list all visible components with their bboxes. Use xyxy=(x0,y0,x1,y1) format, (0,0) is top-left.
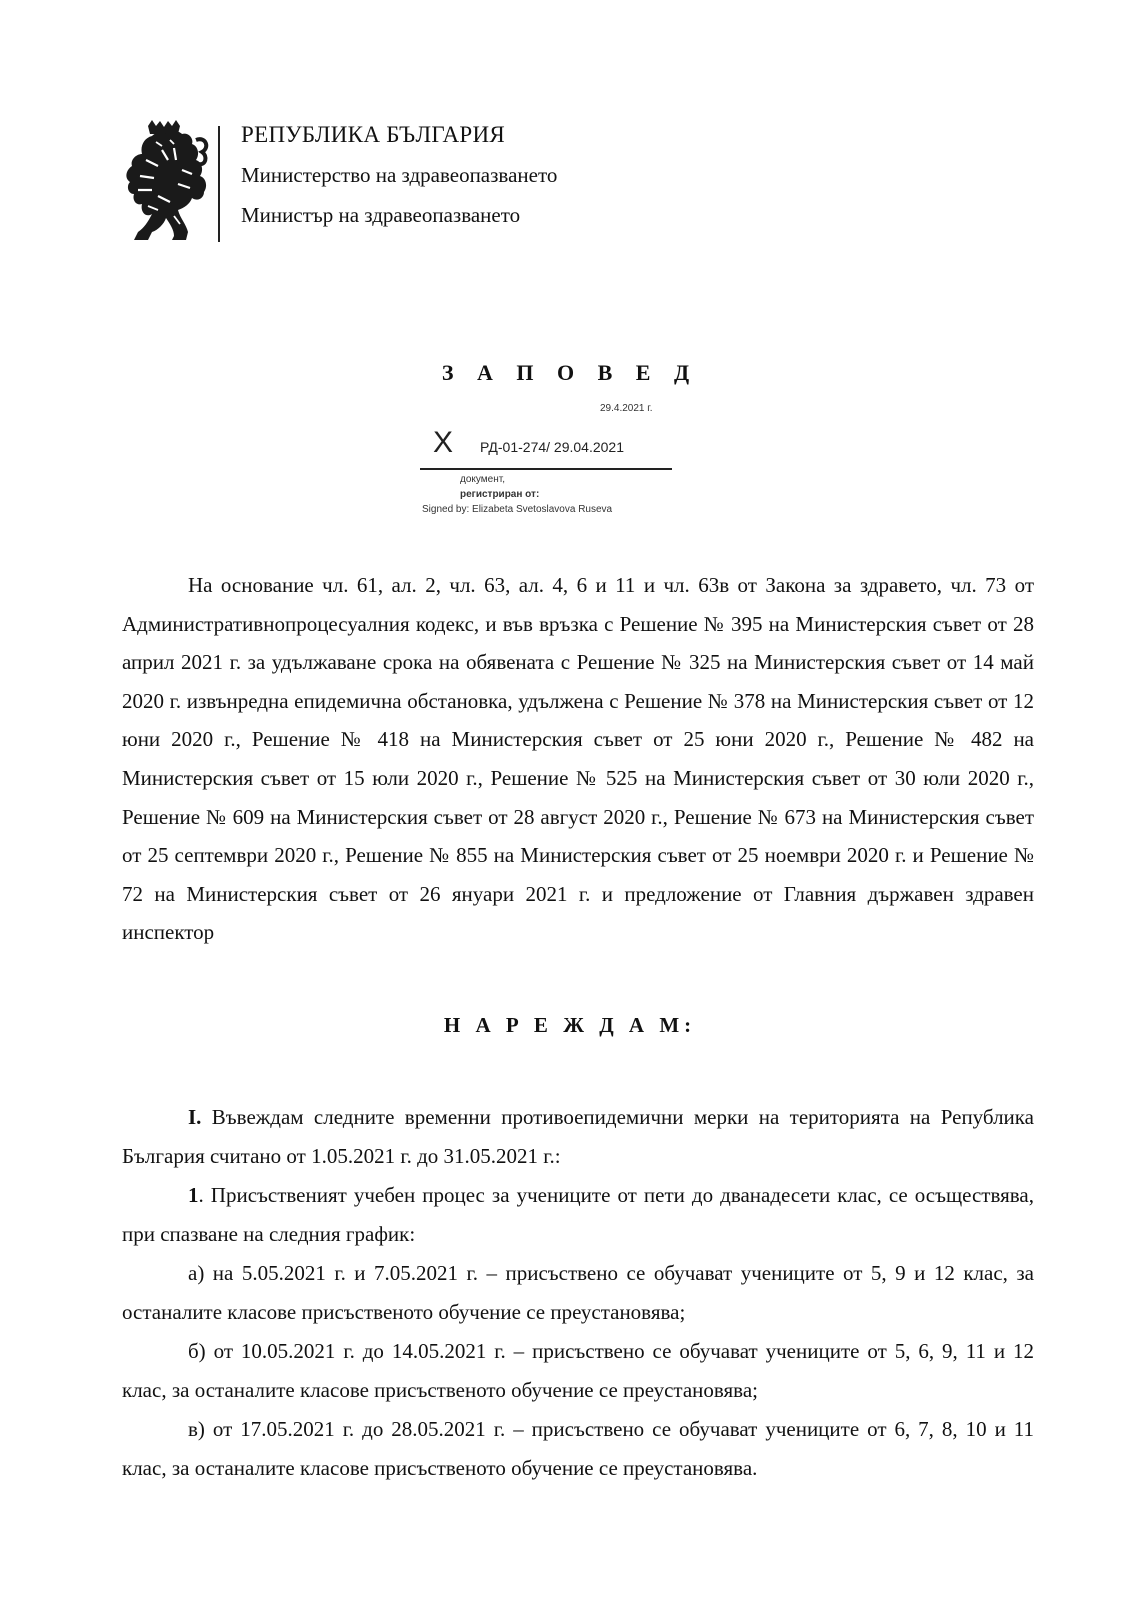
section-1-number: I. xyxy=(188,1105,202,1129)
item-1-number: 1 xyxy=(188,1183,199,1207)
item-1-text: . Присъственият учебен процес за учениците от пети до дванадесети клас, се осъществява, при спазване на следния график: xyxy=(122,1183,1034,1246)
signature-mark: X xyxy=(433,426,454,459)
lion-coat-of-arms-icon xyxy=(118,120,210,242)
ministry-name: Министерство на здравеопазването xyxy=(241,163,558,187)
legal-basis-paragraph: На основание чл. 61, ал. 2, чл. 63, ал. 4, 6 и 11 и чл. 63в от Закона за здравето, чл. 73 от Административнопроцесуалния кодекс, и във връзка с Решение № 395 на Министерския съвет от 28 април 2021 г. за удължаване срока на обявената с Решение № 325 на Министерския съвет от 14 май 2020 г. извънредна епидемична обстановка, удължена с Решение № 378 на Министерския съвет от 12 юни 2020 г., Решение № 418 на Министерския съвет от 25 юни 2020 г., Решение № 482 на Министерския съвет от 15 юли 2020 г., Решение № 525 на Министерския съвет от 30 юли 2020 г., Решение № 609 на Министерския съвет от 28 август 2020 г., Решение № 673 на Министерския съвет от 25 септември 2020 г., Решение № 855 на Министерския съвет от 25 ноември 2020 г. и Решение № 72 на Министерския съвет от 26 януари 2021 г. и предложение от Главния държавен здравен инспектор xyxy=(122,573,1034,945)
section-1-text: Въвеждам следните временни противоепидемични мерки на територията на Република България считано от 1.05.2021 г. до 31.05.2021 г.: xyxy=(122,1105,1034,1168)
document-title: З А П О В Е Д xyxy=(441,360,699,385)
document-date: 29.4.2021 г. xyxy=(600,403,653,414)
minister-title: Министър на здравеопазването xyxy=(241,203,521,227)
section-1-paragraph xyxy=(122,1098,1034,1175)
signature-caption-registered: регистриран от: xyxy=(460,489,540,500)
registration-number: РД-01-274/ 29.04.2021 xyxy=(480,439,624,455)
letterhead-divider xyxy=(218,126,220,242)
item-b-paragraph: б) от 10.05.2021 г. до 14.05.2021 г. – присъствено се обучават учениците от 5, 6, 9, 11 и 12 клас, за останалите класове присъственото обучение се преустановява; xyxy=(122,1339,1034,1402)
signed-by: Signed by: Elizabeta Svetoslavova Ruseva xyxy=(422,504,613,515)
item-c-paragraph: в) от 17.05.2021 г. до 28.05.2021 г. – присъствено се обучават учениците от 6, 7, 8, 10 и 11 клас, за останалите класове присъственото обучение се преустановява. xyxy=(122,1417,1034,1480)
signature-line xyxy=(420,468,672,470)
item-1-paragraph xyxy=(122,1176,1034,1253)
item-a-paragraph: а) на 5.05.2021 г. и 7.05.2021 г. – присъствено се обучават учениците от 5, 9 и 12 клас, за останалите класове присъственото обучение се преустановява; xyxy=(122,1261,1034,1324)
republic-name: РЕПУБЛИКА БЪЛГАРИЯ xyxy=(241,122,505,147)
order-heading: Н А Р Е Ж Д А М: xyxy=(443,1013,697,1037)
signature-caption-document: документ, xyxy=(460,474,505,485)
